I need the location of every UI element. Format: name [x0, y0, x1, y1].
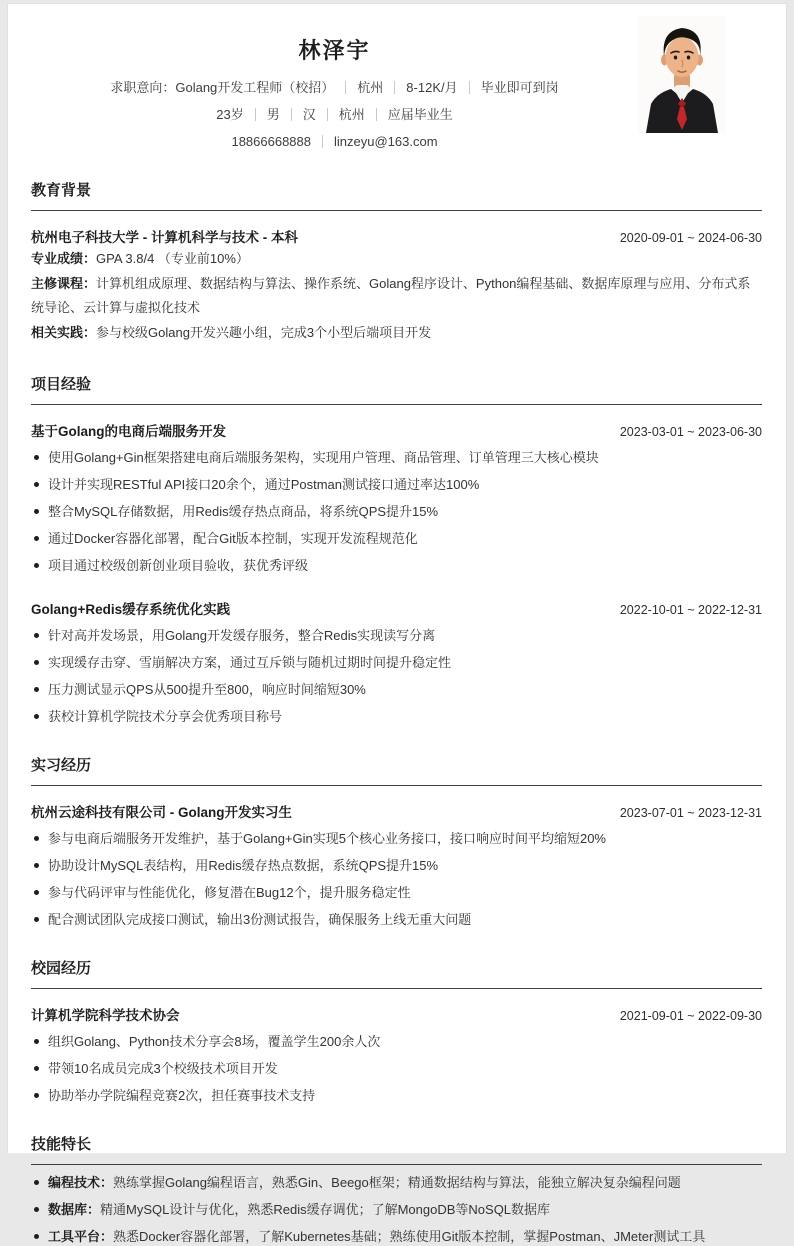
- bullet-dot-icon: [34, 1093, 39, 1098]
- list-item: 参与电商后端服务开发维护，基于Golang+Gin实现5个核心业务接口，接口响应时间平均缩短20%: [31, 829, 762, 848]
- practice-label: 相关实践：: [31, 325, 97, 340]
- phone-number: 18866668888: [231, 134, 311, 149]
- divider-bar: [327, 108, 328, 121]
- divider-bar: [469, 81, 470, 94]
- bullet-dot-icon: [34, 714, 39, 719]
- project-entry: [31, 420, 762, 440]
- divider-bar: [255, 108, 256, 121]
- header-text-block: [31, 24, 638, 151]
- bullet-dot-icon: [34, 455, 39, 460]
- bullet-dot-icon: [34, 1066, 39, 1071]
- bullet-dot-icon: [34, 482, 39, 487]
- education-gpa: 专业成绩：GPA 3.8/4 （专业前10%）: [31, 251, 249, 266]
- divider-bar: [376, 108, 377, 121]
- bullet-dot-icon: [34, 836, 39, 841]
- section-title-campus: 校园经历: [31, 957, 762, 989]
- list-item: 通过Docker容器化部署，配合Git版本控制，实现开发流程规范化: [31, 529, 762, 548]
- campus-date-range: 2021-09-01 ~ 2022-09-30: [619, 1009, 762, 1023]
- courses-label: 主修课程：: [31, 276, 97, 291]
- list-item: 实现缓存击穿、雪崩解决方案，通过互斥锁与随机过期时间提升稳定性: [31, 653, 762, 672]
- education-practice: 相关实践：参与校级Golang开发兴趣小组，完成3个小型后端项目开发: [31, 325, 432, 340]
- section-projects: [31, 373, 762, 726]
- list-item: 工具平台：熟悉Docker容器化部署，了解Kubernetes基础；熟练使用Git版本控制，掌握Postman、JMeter测试工具: [31, 1227, 762, 1246]
- list-item: 整合MySQL存储数据，用Redis缓存热点商品，将系统QPS提升15%: [31, 502, 762, 521]
- skill-label: 数据库：: [48, 1202, 101, 1217]
- contact-line: [31, 133, 638, 151]
- gpa-label: 专业成绩：: [31, 251, 97, 266]
- list-item: 针对高并发场景，用Golang开发缓存服务，整合Redis实现读写分离: [31, 626, 762, 645]
- list-item: 协助举办学院编程竞赛2次，担任赛事技术支持: [31, 1086, 762, 1105]
- bullet-dot-icon: [34, 687, 39, 692]
- bullet-dot-icon: [34, 536, 39, 541]
- job-city: 杭州: [357, 80, 384, 95]
- bullet-dot-icon: [34, 1207, 39, 1212]
- bullet-dot-icon: [34, 509, 39, 514]
- age: 23岁: [216, 107, 244, 122]
- internship-date-range: 2023-07-01 ~ 2023-12-31: [619, 806, 762, 820]
- bullet-dot-icon: [34, 1039, 39, 1044]
- availability: 毕业即可到岗: [480, 80, 559, 95]
- bullet-dot-icon: [34, 917, 39, 922]
- bullet-dot-icon: [34, 660, 39, 665]
- internship-bullets: [31, 829, 762, 929]
- list-item: 使用Golang+Gin框架搭建电商后端服务架构，实现用户管理、商品管理、订单管理三大核心模块: [31, 448, 762, 467]
- project-bullets: [31, 626, 762, 726]
- location: 杭州: [338, 107, 365, 122]
- job-intent: 求职意向：Golang开发工程师（校招）: [110, 80, 335, 95]
- candidate-name: 林泽宇: [298, 38, 371, 63]
- personal-info-line: [31, 106, 638, 124]
- project-date-range: 2022-10-01 ~ 2022-12-31: [619, 603, 762, 617]
- divider-bar: [394, 81, 395, 94]
- profile-photo-illustration: [638, 16, 726, 133]
- section-education: [31, 179, 762, 345]
- list-item: 编程技术：熟练掌握Golang编程语言，熟悉Gin、Beego框架；精通数据结构与算法，能独立解决复杂编程问题: [31, 1173, 762, 1192]
- bullet-dot-icon: [34, 890, 39, 895]
- school-degree: 杭州电子科技大学 - 计算机科学与技术 - 本科: [31, 230, 298, 245]
- bullet-dot-icon: [34, 1234, 39, 1239]
- education-courses: 主修课程：计算机组成原理、数据结构与算法、操作系统、Golang程序设计、Python编程基础、数据库原理与应用、分布式系统导论、云计算与虚拟化技术: [31, 276, 751, 315]
- list-item: 参与代码评审与性能优化，修复潜在Bug12个，提升服务稳定性: [31, 883, 762, 902]
- skill-label: 编程技术：: [48, 1175, 114, 1190]
- education-entry: [31, 226, 762, 246]
- list-item: 带领10名成员完成3个校级技术项目开发: [31, 1059, 762, 1078]
- bullet-dot-icon: [34, 563, 39, 568]
- section-title-education: 教育背景: [31, 179, 762, 211]
- list-item: 数据库：精通MySQL设计与优化，熟悉Redis缓存调优；了解MongoDB等NoSQL数据库: [31, 1200, 762, 1219]
- resume-page: [7, 3, 787, 1244]
- profile-photo: [638, 16, 726, 133]
- list-item: 压力测试显示QPS从500提升至800，响应时间缩短30%: [31, 680, 762, 699]
- list-item: 设计并实现RESTful API接口20余个，通过Postman测试接口通过率达100%: [31, 475, 762, 494]
- divider-bar: [322, 135, 323, 148]
- skills-bullets: [31, 1173, 762, 1246]
- project-date-range: 2023-03-01 ~ 2023-06-30: [619, 425, 762, 439]
- project-entry: [31, 598, 762, 618]
- divider-bar: [291, 108, 292, 121]
- list-item: 配合测试团队完成接口测试，输出3份测试报告，确保服务上线无重大问题: [31, 910, 762, 929]
- job-intent-line: [31, 79, 638, 97]
- bullet-dot-icon: [34, 863, 39, 868]
- project-name: 基于Golang的电商后端服务开发: [31, 424, 226, 439]
- expected-salary: 8-12K/月: [406, 80, 458, 95]
- list-item: 项目通过校级创新创业项目验收，获优秀评级: [31, 556, 762, 575]
- section-campus: [31, 957, 762, 1105]
- bullet-dot-icon: [34, 1180, 39, 1185]
- list-item: 组织Golang、Python技术分享会8场，覆盖学生200余人次: [31, 1032, 762, 1051]
- list-item: 协助设计MySQL表结构，用Redis缓存热点数据，系统QPS提升15%: [31, 856, 762, 875]
- company-position: 杭州云途科技有限公司 - Golang开发实习生: [31, 805, 292, 820]
- internship-entry: [31, 801, 762, 821]
- skill-label: 工具平台：: [48, 1229, 114, 1244]
- project-name: Golang+Redis缓存系统优化实践: [31, 602, 231, 617]
- section-title-skills: 技能特长: [31, 1133, 762, 1165]
- graduate-status: 应届毕业生: [387, 107, 453, 122]
- list-item: 获校计算机学院技术分享会优秀项目称号: [31, 707, 762, 726]
- divider-bar: [345, 81, 346, 94]
- education-date-range: 2020-09-01 ~ 2024-06-30: [619, 231, 762, 245]
- section-internship: [31, 754, 762, 929]
- project-bullets: [31, 448, 762, 575]
- section-title-internship: 实习经历: [31, 754, 762, 786]
- gender: 男: [266, 107, 280, 122]
- ethnicity: 汉: [302, 107, 316, 122]
- section-skills: [31, 1133, 762, 1246]
- section-title-projects: 项目经验: [31, 373, 762, 405]
- email-address: linzeyu@163.com: [334, 134, 438, 149]
- organization-name: 计算机学院科学技术协会: [31, 1008, 180, 1023]
- campus-entry: [31, 1004, 762, 1024]
- resume-header: [31, 4, 762, 151]
- campus-bullets: [31, 1032, 762, 1105]
- bullet-dot-icon: [34, 633, 39, 638]
